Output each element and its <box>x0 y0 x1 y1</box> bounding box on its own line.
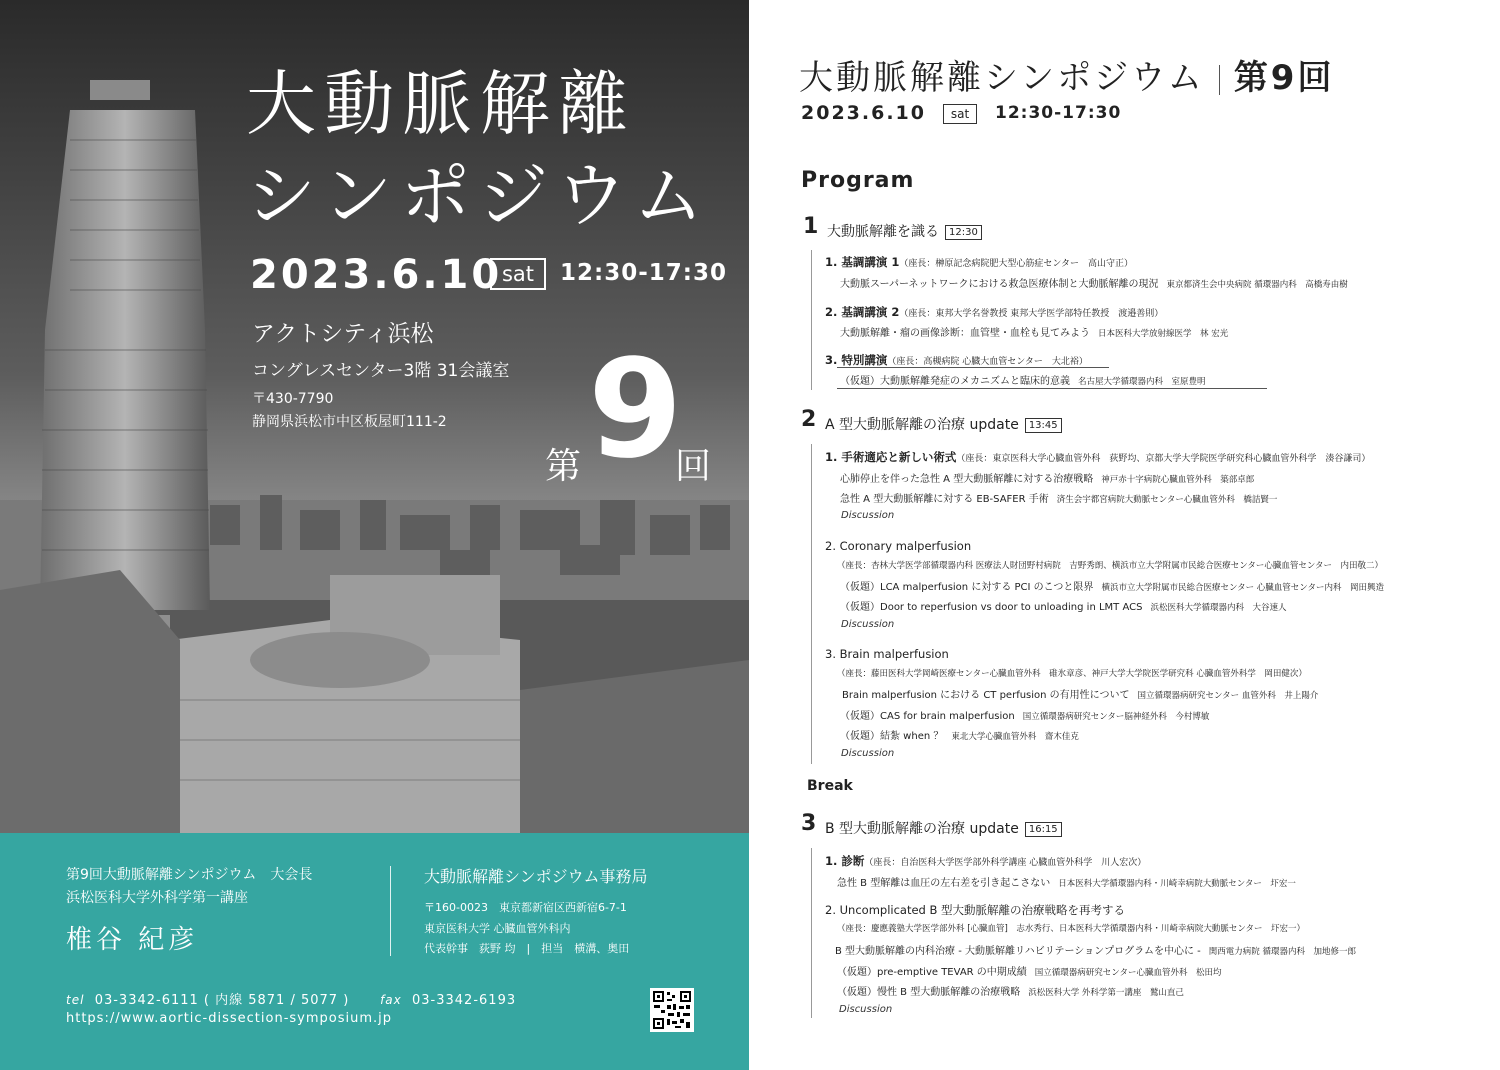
s2-item3-chair: （座長：藤田医科大学岡崎医療センター心臓血管外科 碓氷章彦、神戸大学大学院医学研究科 心臓血管外科学 岡田健次） <box>837 669 1307 679</box>
s2-item1-talk1-speaker: 神戸赤十字病院心臓血管外科 築部卓郎 <box>1101 475 1255 485</box>
program-header-edition: 第9回 <box>1233 58 1335 98</box>
office-staff: 代表幹事 荻野 均 | 担当 横溝、奥田 <box>424 942 630 955</box>
edition-prefix: 第 <box>545 446 582 487</box>
s3-item2-talk2 <box>837 963 1221 978</box>
s1-item2-talk1-speaker: 日本医科大学放射線医学 林 宏光 <box>1098 329 1229 339</box>
section-1-rule <box>811 250 812 390</box>
s2-item1-discussion: Discussion <box>841 510 895 521</box>
section-2-title-text: A 型大動脈解離の治療 update <box>825 417 1019 433</box>
edition-suffix: 回 <box>675 446 712 487</box>
office-title: 大動脈解離シンポジウム事務局 <box>424 867 648 886</box>
s1-item1-talk1 <box>840 275 1348 290</box>
s1-item1-heading <box>825 254 1133 270</box>
s3-item1-heading <box>825 853 1146 869</box>
poster-date: 2023.6.10 <box>250 252 503 298</box>
s2-item2-talk2-speaker: 浜松医科大学循環器内科 大谷速人 <box>1150 603 1287 613</box>
program-header-time: 12:30-17:30 <box>995 103 1122 123</box>
s3-item2-talk1-speaker: 関西電力病院 循環器内科 加地修一郎 <box>1208 947 1357 957</box>
program-header-title <box>799 50 1334 99</box>
city-photo <box>0 0 749 833</box>
s3-item2-talk3-speaker: 浜松医科大学 外科学第一講座 鷲山直己 <box>1028 988 1184 998</box>
office-address-1: 〒160-0023 東京都新宿区西新宿6-7-1 <box>424 901 627 914</box>
section-1-time: 12:30 <box>945 225 982 240</box>
s2-item3-heading <box>825 647 949 661</box>
s3-item2-talk1 <box>835 942 1356 957</box>
section-3-time: 16:15 <box>1025 822 1062 837</box>
s2-item2-talk1-title: （仮題）LCA malperfusion に対する PCI のこつと限界 <box>840 582 1094 593</box>
s2-item2-talk2-title: （仮題）Door to reperfusion vs door to unloading in LMT ACS <box>840 602 1143 613</box>
s3-item2-talk2-speaker: 国立循環器病研究センター心臓血管外科 松田均 <box>1034 968 1222 978</box>
s3-item1-chair: （座長：自治医科大学医学部外科学講座 心臓血管外科学 川人宏次） <box>864 858 1147 868</box>
website-link[interactable]: https://www.aortic-dissection-symposium.jp <box>66 1011 393 1026</box>
s1-item3-talk1-title: （仮題）大動脈解離発症のメカニズムと臨床的意義 <box>840 376 1070 387</box>
s3-item1-talk1 <box>837 874 1296 889</box>
s2-item2-heading <box>825 539 971 553</box>
s2-item1-title: 1. 手術適応と新しい術式 <box>825 450 957 464</box>
s1-item3-talk1 <box>840 372 1206 387</box>
s3-item2-talk3-title: （仮題）慢性 B 型大動脈解離の治療戦略 <box>837 987 1021 998</box>
section-2-time: 13:45 <box>1025 418 1062 433</box>
s1-item2-title: 2. 基調講演 2 <box>825 305 900 319</box>
edition-number: 9 <box>588 331 683 489</box>
s1-item3-underline <box>837 367 1109 368</box>
s1-item3-heading <box>825 352 1088 368</box>
fax-number: 03-3342-6193 <box>412 993 517 1008</box>
poster-title-line2: シンポジウム <box>246 155 712 237</box>
s2-item3-talk2-title: （仮題）CAS for brain malperfusion <box>840 711 1015 722</box>
fax-label: fax <box>380 993 402 1007</box>
s1-item1-talk1-speaker: 東京都済生会中央病院 循環器内科 高橋寿由樹 <box>1166 280 1348 290</box>
s3-item1-title: 1. 診断 <box>825 854 865 868</box>
section-1-title-text: 大動脈解離を識る <box>827 224 939 240</box>
info-divider <box>390 866 391 956</box>
s2-item3-talk1-title: Brain malperfusion における CT perfusion の有用性について <box>842 690 1130 701</box>
tel-number: 03-3342-6111 ( 内線 5871 / 5077 ) <box>94 993 350 1008</box>
s3-item1-talk1-title: 急性 B 型解離は血圧の左右差を引き起こさない <box>837 878 1051 889</box>
chair-role: 第9回大動脈解離シンポジウム 大会長 <box>66 867 313 883</box>
tel-label: tel <box>66 993 85 1007</box>
s3-item2-talk1-title: B 型大動脈解離の内科治療 - 大動脈解離リハビリテーションプログラムを中心に - <box>835 946 1201 957</box>
s3-item2-discussion: Discussion <box>839 1004 893 1015</box>
s2-item3-talk3-speaker: 東北大学心臓血管外科 齋木佳克 <box>951 732 1079 742</box>
contact-phone <box>66 989 516 1008</box>
s2-item3-discussion: Discussion <box>841 748 895 759</box>
s2-item1-heading <box>825 449 1370 465</box>
s2-item2-title: 2. Coronary malperfusion <box>825 539 972 553</box>
break-label: Break <box>807 778 853 794</box>
program-panel <box>749 0 1500 1070</box>
s1-item1-talk1-title: 大動脈スーパーネットワークにおける救急医療体制と大動脈解離の現況 <box>840 279 1159 290</box>
section-2-title <box>825 414 1062 434</box>
s2-item2-discussion: Discussion <box>841 619 895 630</box>
poster-venue: アクトシティ浜松 <box>252 321 434 347</box>
s2-item3-talk3-title: （仮題）結紮 when ？ <box>840 731 944 742</box>
s3-item2-chair: （座長：慶應義塾大学医学部外科 [心臓血管] 志水秀行、日本医科大学循環器内科・川崎幸病院大動脈センター 圷宏一） <box>837 924 1305 934</box>
chair-affiliation: 浜松医科大学外科学第一講座 <box>66 890 248 906</box>
s2-item2-talk2 <box>840 598 1286 613</box>
s1-item2-heading <box>825 304 1163 320</box>
poster-day-badge: sat <box>490 258 546 290</box>
s3-item2-title: 2. Uncomplicated B 型大動脈解離の治療戦略を再考する <box>825 903 1126 917</box>
section-1-title <box>827 221 982 241</box>
s2-item3-talk2-speaker: 国立循環器病研究センター脳神経外科 今村博敏 <box>1022 712 1210 722</box>
s3-item2-talk3 <box>837 983 1184 998</box>
s2-item1-talk2 <box>840 490 1277 505</box>
s2-item1-talk1 <box>840 470 1254 485</box>
poster-address: 静岡県浜松市中区板屋町111-2 <box>252 414 447 430</box>
office-address-2: 東京医科大学 心臓血管外科内 <box>424 922 571 935</box>
s3-item1-talk1-speaker: 日本医科大学循環器内科・川崎幸病院大動脈センター 圷宏一 <box>1058 879 1296 889</box>
s2-item2-talk1-speaker: 横浜市立大学附属市民総合医療センター 心臓血管センター内科 岡田興造 <box>1101 583 1384 593</box>
s2-item1-talk1-title: 心肺停止を伴った急性 A 型大動脈解離に対する治療戦略 <box>840 474 1094 485</box>
section-3-rule <box>811 848 812 1018</box>
s1-item3-underline-2 <box>837 388 1267 389</box>
s2-item3-talk1-speaker: 国立循環器病研究センター 血管外科 井上陽介 <box>1137 691 1319 701</box>
s2-item3-talk1 <box>842 686 1318 701</box>
s1-item2-chair: （座長：東邦大学名誉教授 東邦大学医学部特任教授 渡邉善則） <box>899 309 1164 319</box>
s3-item2-talk2-title: （仮題）pre-emptive TEVAR の中期成績 <box>837 967 1027 978</box>
s2-item3-talk3 <box>840 727 1079 742</box>
section-2-number: 2 <box>801 407 817 432</box>
s1-item3-title: 3. 特別講演 <box>825 353 888 367</box>
title-separator <box>1219 65 1220 95</box>
section-3-title-text: B 型大動脈解離の治療 update <box>825 821 1019 837</box>
program-header-day: sat <box>943 104 977 124</box>
section-1-number: 1 <box>803 214 819 239</box>
s2-item1-talk2-title: 急性 A 型大動脈解離に対する EB-SAFER 手術 <box>840 494 1049 505</box>
s2-item1-chair: （座長：東京医科大学心臓血管外科 荻野均、京都大学大学院医学研究科心臓血管外科学 湊谷謙司） <box>956 454 1371 464</box>
s1-item2-talk1 <box>840 324 1228 339</box>
contact-info-band <box>0 833 749 1070</box>
section-3-title <box>825 818 1062 838</box>
s1-item1-chair: （座長：榊原記念病院肥大型心筋症センター 高山守正） <box>899 259 1134 269</box>
s1-item1-title: 1. 基調講演 1 <box>825 255 900 269</box>
s2-item3-title: 3. Brain malperfusion <box>825 647 949 661</box>
s2-item1-talk2-speaker: 済生会宇都宮病院大動脈センター心臓血管外科 橋詰賢一 <box>1056 495 1278 505</box>
poster-postal: 〒430-7790 <box>252 391 334 407</box>
section-3-number: 3 <box>801 811 817 836</box>
program-header-name: 大動脈解離シンポジウム <box>799 58 1205 98</box>
program-label: Program <box>801 168 915 193</box>
poster-title-line1: 大動脈解離 <box>246 63 636 145</box>
poster-panel <box>0 0 749 1070</box>
s1-item3-talk1-speaker: 名古屋大学循環器内科 室原豊明 <box>1078 377 1206 387</box>
poster-title <box>246 58 712 242</box>
s3-item2-heading <box>825 902 1125 918</box>
poster-venue-room: コングレスセンター3階 31会議室 <box>252 361 510 381</box>
s2-item3-talk2 <box>840 707 1209 722</box>
s2-item2-talk1 <box>840 578 1384 593</box>
section-2-rule <box>811 444 812 764</box>
s2-item2-chair: （座長：杏林大学医学部循環器内科 医療法人財団野村病院 吉野秀朗、横浜市立大学附属市民総合医療センター心臓血管センター 内田敬二） <box>837 561 1384 571</box>
s1-item2-talk1-title: 大動脈解離・瘤の画像診断：血管壁・血栓も見てみよう <box>840 328 1090 339</box>
s1-item3-chair: （座長：高槻病院 心臓大血管センター 大北裕） <box>887 357 1088 367</box>
poster-time: 12:30-17:30 <box>560 260 727 286</box>
qr-code-icon[interactable] <box>650 988 694 1032</box>
chair-name: 椎谷 紀彦 <box>66 925 199 955</box>
program-header-date: 2023.6.10 <box>801 102 926 124</box>
